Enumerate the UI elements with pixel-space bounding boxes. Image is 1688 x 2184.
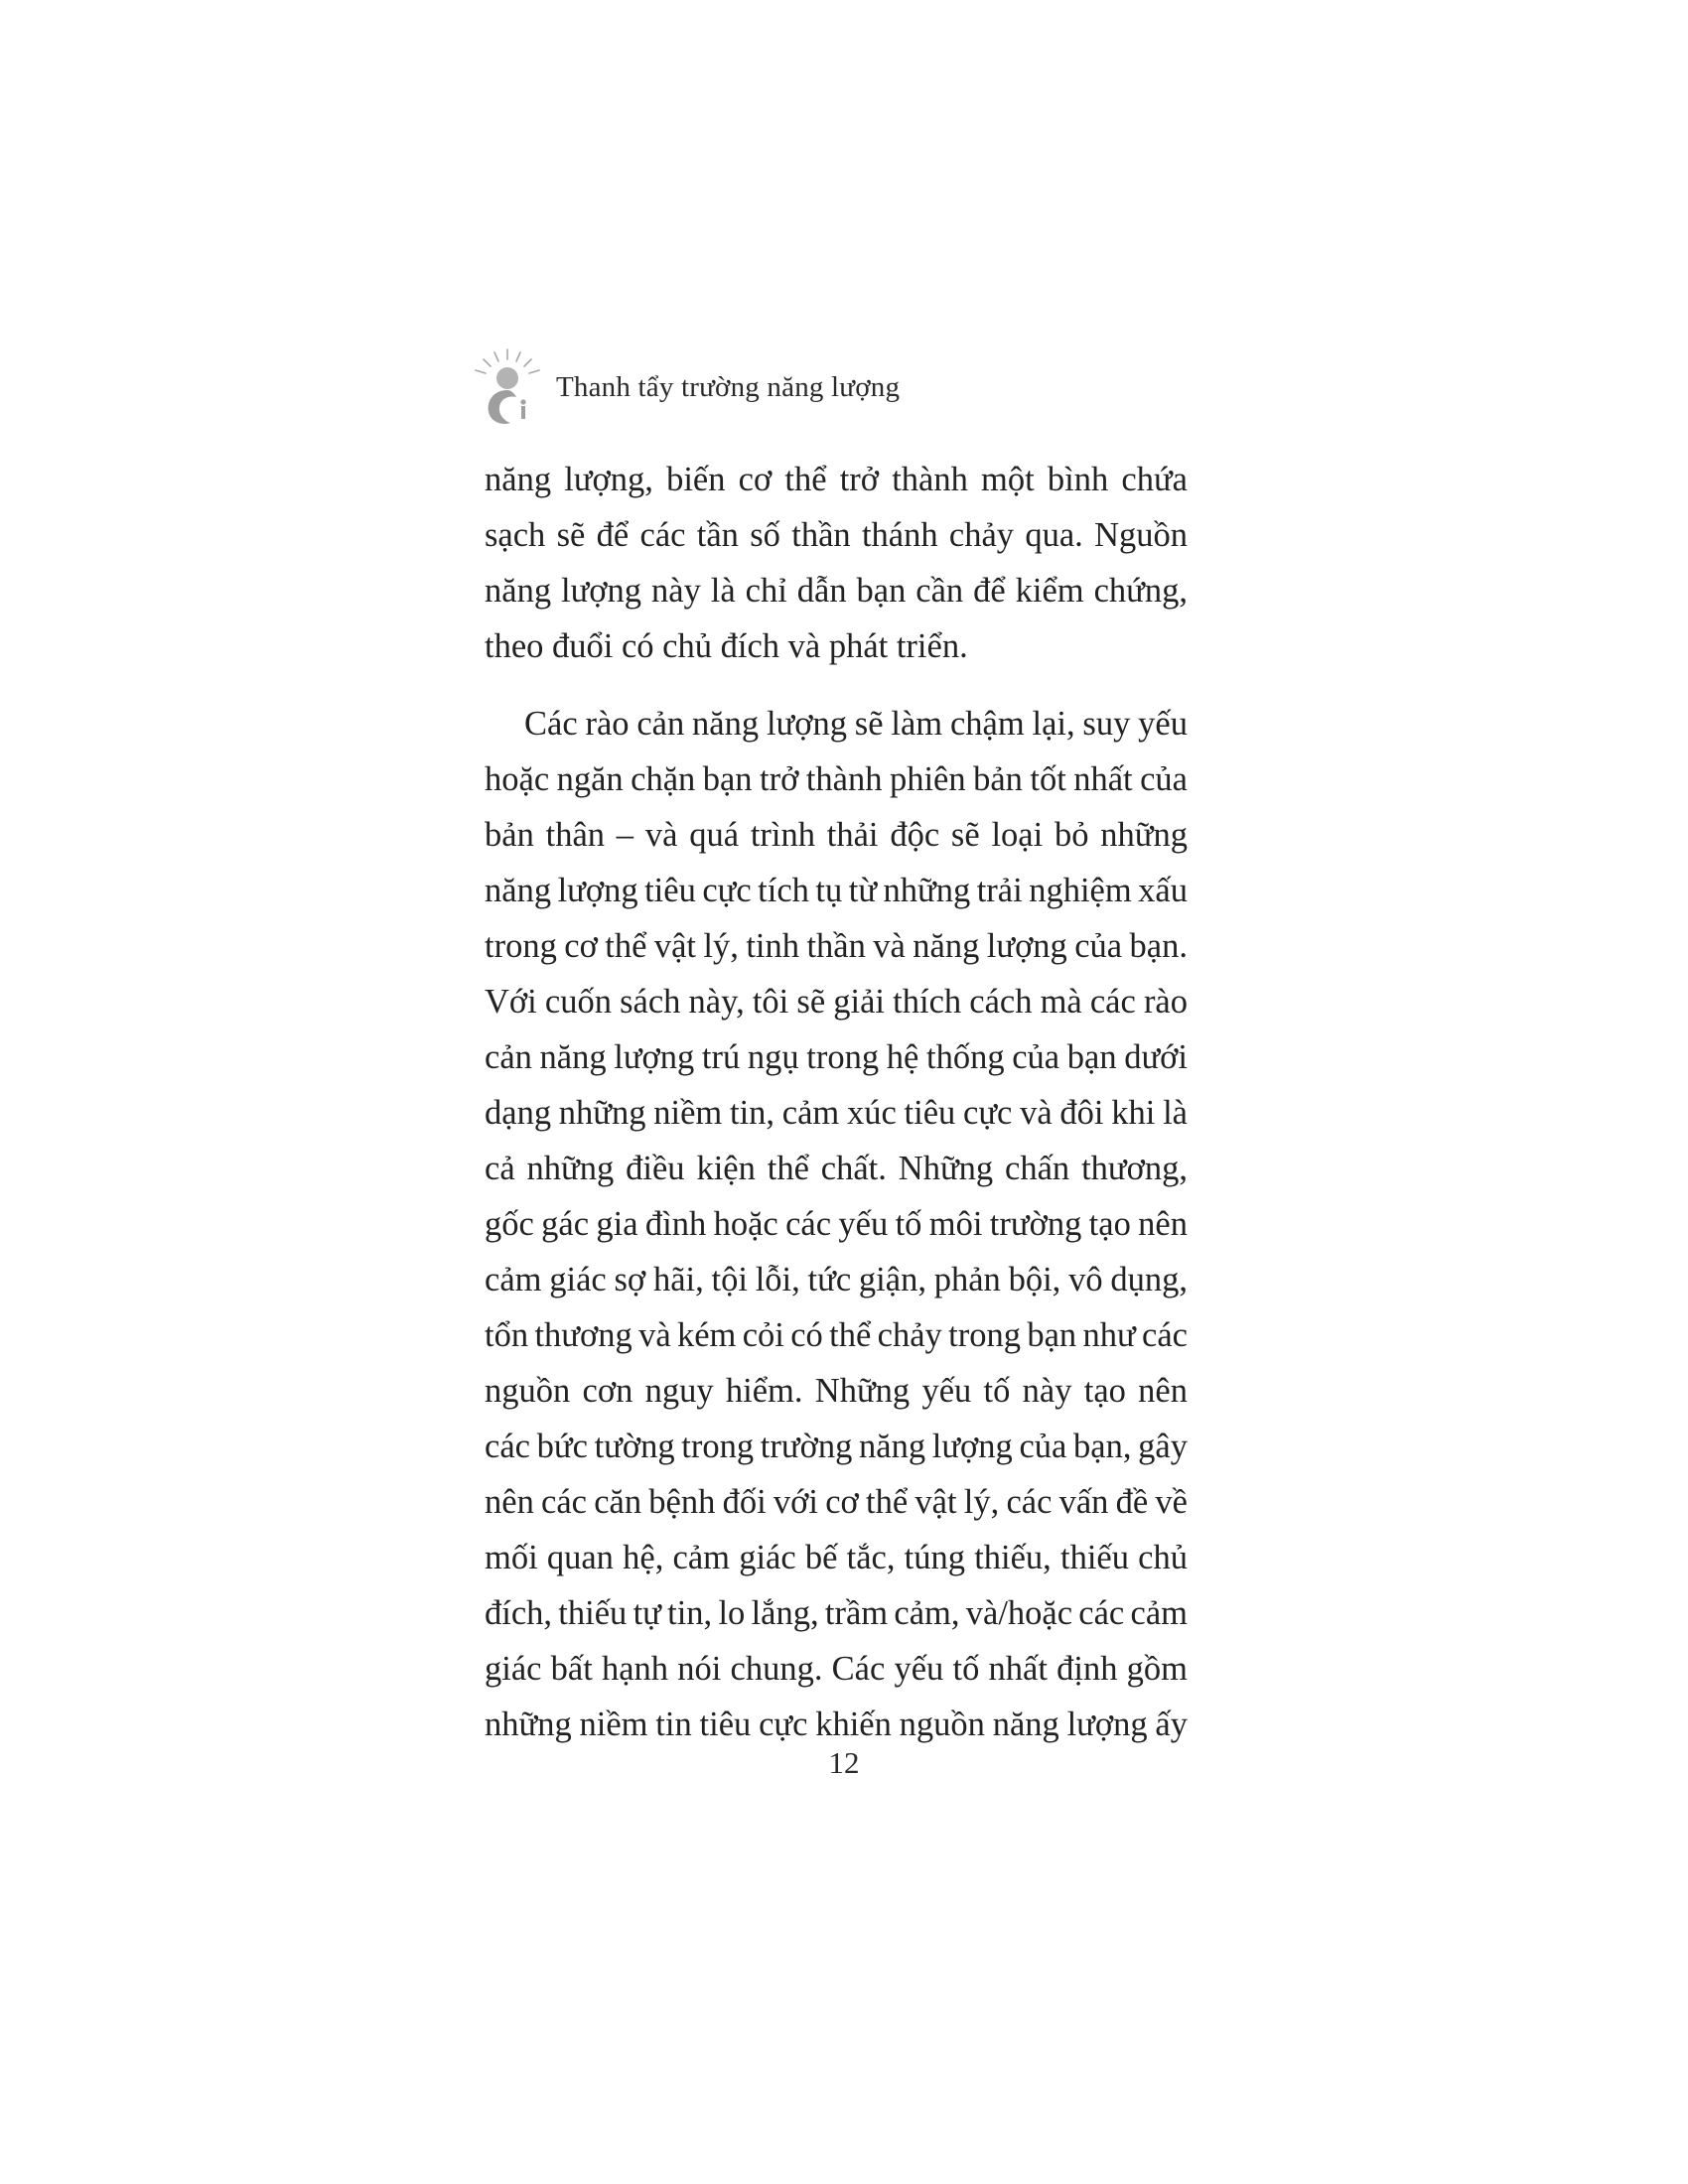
paragraph-1-line-2: sạch sẽ để các tần số thần thánh chảy qua. Nguồn (485, 516, 1188, 554)
paragraph-2-line-10: gốc gác gia đình hoặc các yếu tố môi trường tạo nên (485, 1205, 1188, 1243)
paragraph-2-line-11: cảm giác sợ hãi, tội lỗi, tức giận, phản bội, vô dụng, (485, 1261, 1188, 1298)
paragraph-2-line-4: năng lượng tiêu cực tích tụ từ những trải nghiệm xấu (485, 872, 1188, 909)
paragraph-2-line-3: bản thân – và quá trình thải độc sẽ loại bỏ những (485, 816, 1188, 854)
paragraph-2-line-14: các bức tường trong trường năng lượng của bạn, gây (485, 1428, 1188, 1465)
paragraph-2-line-18: giác bất hạnh nói chung. Các yếu tố nhất định gồm (485, 1650, 1188, 1688)
page-number: 12 (828, 1745, 860, 1780)
paragraph-2-line-5: trong cơ thể vật lý, tinh thần và năng lượng của bạn. (485, 927, 1188, 965)
sunrise-figure-logo-icon (471, 347, 544, 427)
paragraph-2-line-9: cả những điều kiện thể chất. Những chấn thương, (485, 1150, 1188, 1187)
paragraph-2-line-6: Với cuốn sách này, tôi sẽ giải thích cách mà các rào (485, 983, 1188, 1021)
paragraph-2 (485, 696, 1188, 1752)
paragraph-2-line-13: nguồn cơn nguy hiểm. Những yếu tố này tạo nên (485, 1372, 1188, 1410)
paragraph-1 (485, 452, 1188, 674)
paragraph-2-line-16: mối quan hệ, cảm giác bế tắc, túng thiếu, thiếu chủ (485, 1539, 1188, 1576)
paragraph-1-line-1: năng lượng, biến cơ thể trở thành một bình chứa (485, 461, 1188, 498)
paragraph-2-line-17: đích, thiếu tự tin, lo lắng, trầm cảm, và/hoặc các cảm (485, 1594, 1188, 1632)
paragraph-2-line-1: Các rào cản năng lượng sẽ làm chậm lại, suy yếu (524, 705, 1188, 743)
running-header-title: Thanh tẩy trường năng lượng (556, 371, 901, 403)
body-text (485, 452, 1188, 1752)
paragraph-2-line-19: những niềm tin tiêu cực khiến nguồn năng lượng ấy (485, 1706, 1188, 1743)
running-header (471, 347, 1225, 427)
paragraph-2-line-7: cản năng lượng trú ngụ trong hệ thống của bạn dưới (485, 1038, 1188, 1076)
paragraph-2-line-2: hoặc ngăn chặn bạn trở thành phiên bản tốt nhất của (485, 760, 1188, 798)
paragraph-2-line-8: dạng những niềm tin, cảm xúc tiêu cực và đôi khi là (485, 1094, 1188, 1132)
paragraph-2-line-12: tổn thương và kém cỏi có thể chảy trong bạn như các (485, 1316, 1188, 1354)
paragraph-1-line-3: năng lượng này là chỉ dẫn bạn cần để kiểm chứng, (485, 572, 1188, 610)
paragraph-2-line-15: nên các căn bệnh đối với cơ thể vật lý, các vấn đề về (485, 1483, 1188, 1521)
paragraph-1-line-4: theo đuổi có chủ đích và phát triển. (485, 627, 968, 665)
